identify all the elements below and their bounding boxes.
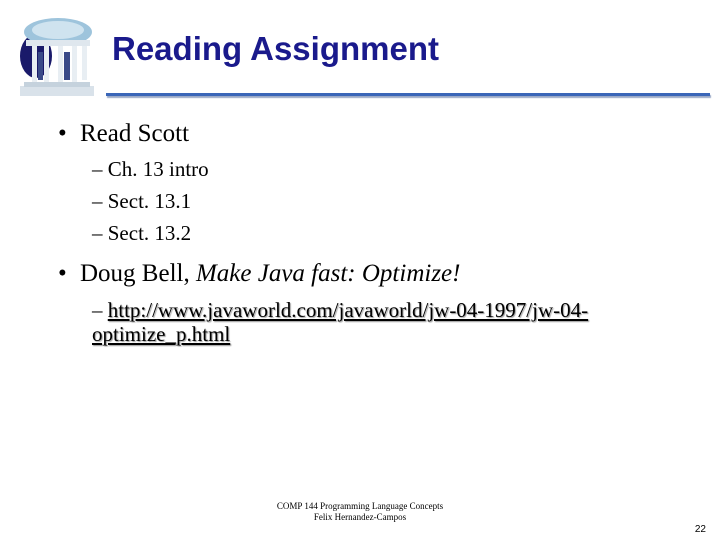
author-name: Doug Bell, (80, 260, 196, 287)
subitem-sect-13-1: – Sect. 13.1 (92, 189, 192, 213)
subitem-ch13-intro: – Ch. 13 intro (92, 157, 209, 181)
slide-title: Reading Assignment (112, 30, 439, 67)
link-dash: – (92, 298, 108, 322)
bullet-text (80, 260, 460, 288)
article-title: Make Java fast: Optimize! (195, 260, 461, 287)
article-link-line (92, 298, 682, 346)
page-number: 22 (694, 524, 706, 535)
subitem-sect-13-2: – Sect. 13.2 (92, 221, 192, 245)
old-well-icon (14, 10, 96, 100)
bullet-text: Read Scott (80, 120, 190, 147)
footer-course: COMP 144 Programming Language Concepts (276, 501, 444, 511)
title-divider (106, 93, 710, 96)
article-url-link[interactable]: http://www.javaworld.com/javaworld/jw-04-1997/jw-04-optimize_p.html (92, 298, 589, 346)
bullet-glyph: • (58, 260, 67, 287)
footer-author: Felix Hernandez-Campos (313, 512, 407, 522)
bullet-glyph: • (58, 120, 67, 147)
